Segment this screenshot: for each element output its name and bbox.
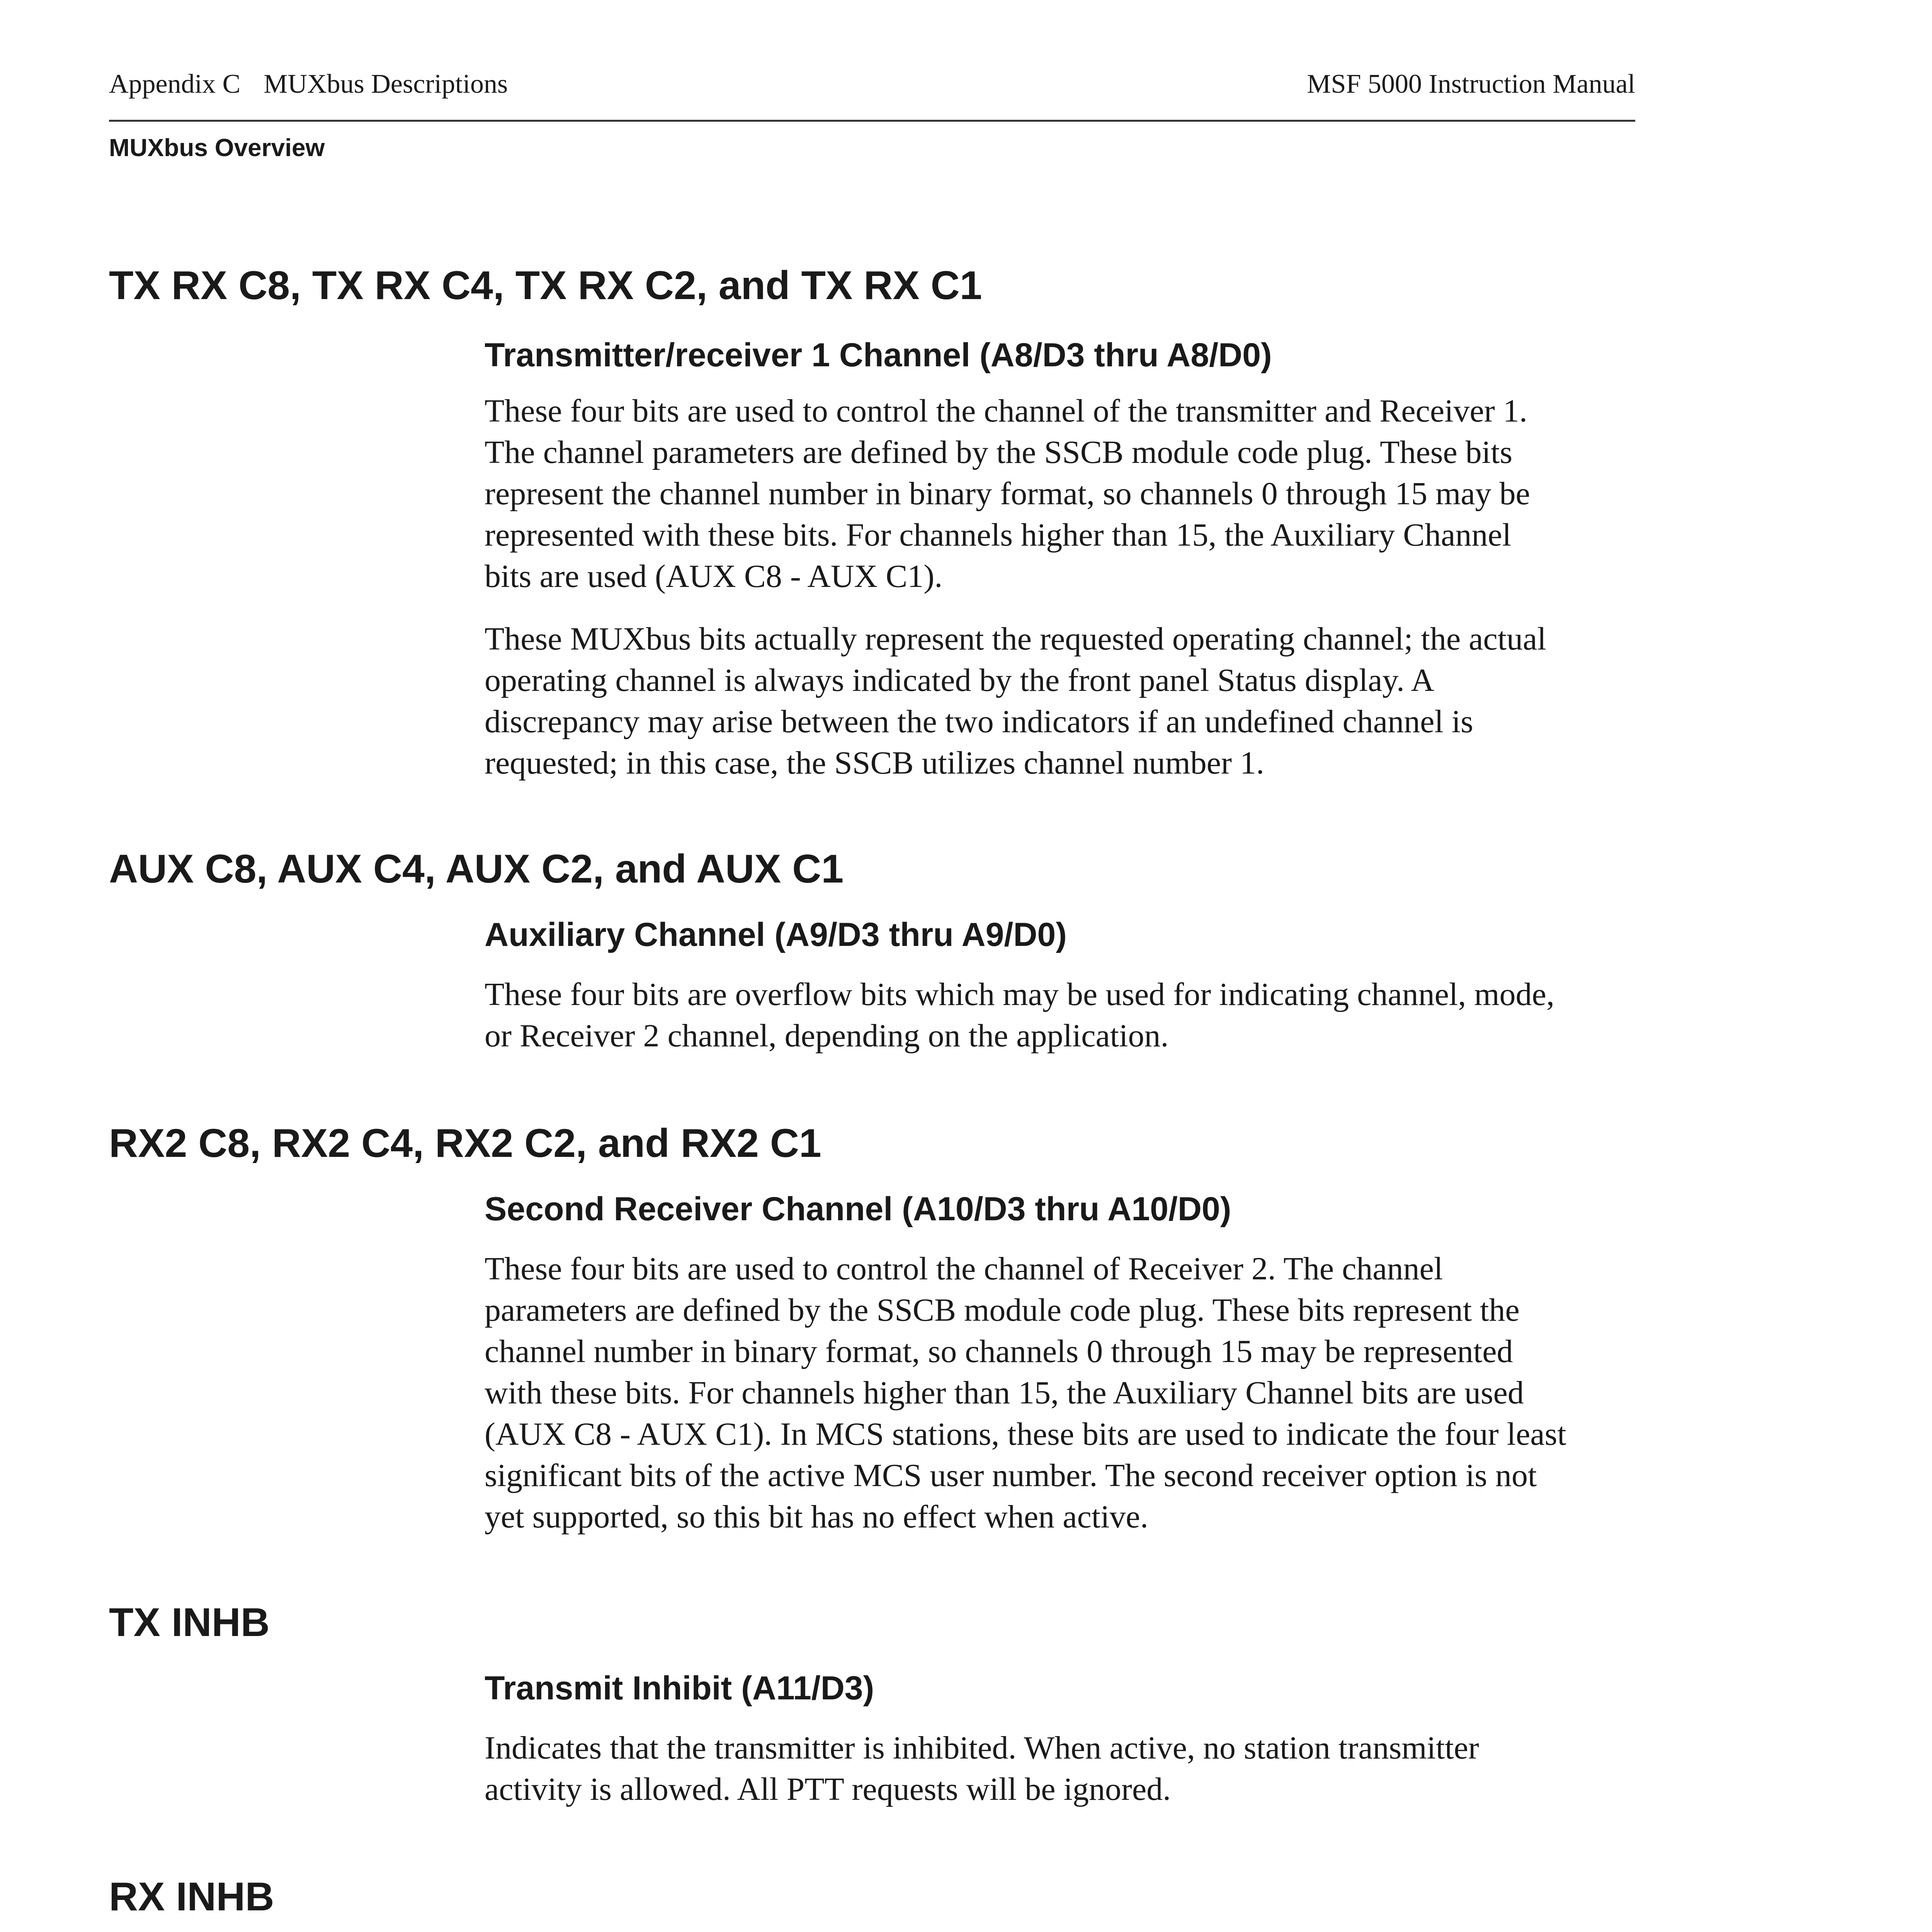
text-line: operating channel is always indicated by the front panel Status display. A: [485, 662, 1434, 698]
text-line: with these bits. For channels higher than 15, the Auxiliary Channel bits are used: [485, 1375, 1524, 1411]
text-line: requested; in this case, the SSCB utilizes channel number 1.: [485, 745, 1264, 781]
text-line: The channel parameters are defined by the SSCB module code plug. These bits: [485, 434, 1513, 470]
paragraph: [485, 618, 1659, 784]
subsection-heading: Transmit Inhibit (A11/D3): [485, 1670, 874, 1707]
text-line: represented with these bits. For channels higher than 15, the Auxiliary Channel: [485, 517, 1512, 553]
section-heading: RX2 C8, RX2 C4, RX2 C2, and RX2 C1: [109, 1121, 821, 1166]
text-line: These four bits are used to control the channel of Receiver 2. The channel: [485, 1251, 1443, 1287]
text-line: discrepancy may arise between the two indicators if an undefined channel is: [485, 704, 1473, 740]
manual-title: MSF 5000 Instruction Manual: [1307, 69, 1635, 99]
paragraph: [485, 390, 1659, 597]
paragraph: [485, 1727, 1659, 1810]
text-line: significant bits of the active MCS user number. The second receiver option is not: [485, 1458, 1537, 1493]
text-line: represent the channel number in binary format, so channels 0 through 15 may be: [485, 476, 1530, 512]
header-divider: [109, 120, 1635, 122]
text-line: These four bits are used to control the channel of the transmitter and Receiver 1.: [485, 393, 1527, 429]
text-line: yet supported, so this bit has no effect when active.: [485, 1499, 1148, 1535]
subsection-heading: Second Receiver Channel (A10/D3 thru A10/D0): [485, 1190, 1231, 1228]
text-line: (AUX C8 - AUX C1). In MCS stations, these bits are used to indicate the four least: [485, 1416, 1566, 1452]
text-line: channel number in binary format, so channels 0 through 15 may be represented: [485, 1333, 1513, 1369]
text-line: These four bits are overflow bits which may be used for indicating channel, mode,: [485, 976, 1554, 1012]
text-line: Indicates that the transmitter is inhibited. When active, no station transmitter: [485, 1730, 1479, 1766]
subsection-heading: Auxiliary Channel (A9/D3 thru A9/D0): [485, 916, 1067, 953]
chapter-title: MUXbus Descriptions: [264, 69, 508, 99]
text-line: or Receiver 2 channel, depending on the application.: [485, 1018, 1169, 1054]
section-heading: TX RX C8, TX RX C4, TX RX C2, and TX RX C1: [109, 263, 982, 308]
section-heading: RX INHB: [109, 1874, 274, 1919]
section-label: MUXbus Overview: [109, 134, 325, 162]
paragraph: [485, 974, 1659, 1056]
appendix-label: Appendix C: [109, 69, 241, 99]
text-line: activity is allowed. All PTT requests will be ignored.: [485, 1771, 1171, 1807]
paragraph: [485, 1248, 1659, 1537]
running-header-left: [109, 69, 508, 100]
text-line: bits are used (AUX C8 - AUX C1).: [485, 558, 943, 594]
section-heading: AUX C8, AUX C4, AUX C2, and AUX C1: [109, 847, 844, 891]
subsection-heading: Transmitter/receiver 1 Channel (A8/D3 thru A8/D0): [485, 337, 1272, 374]
section-heading: TX INHB: [109, 1600, 270, 1645]
text-line: parameters are defined by the SSCB module code plug. These bits represent the: [485, 1292, 1520, 1328]
text-line: These MUXbus bits actually represent the requested operating channel; the actual: [485, 621, 1546, 657]
